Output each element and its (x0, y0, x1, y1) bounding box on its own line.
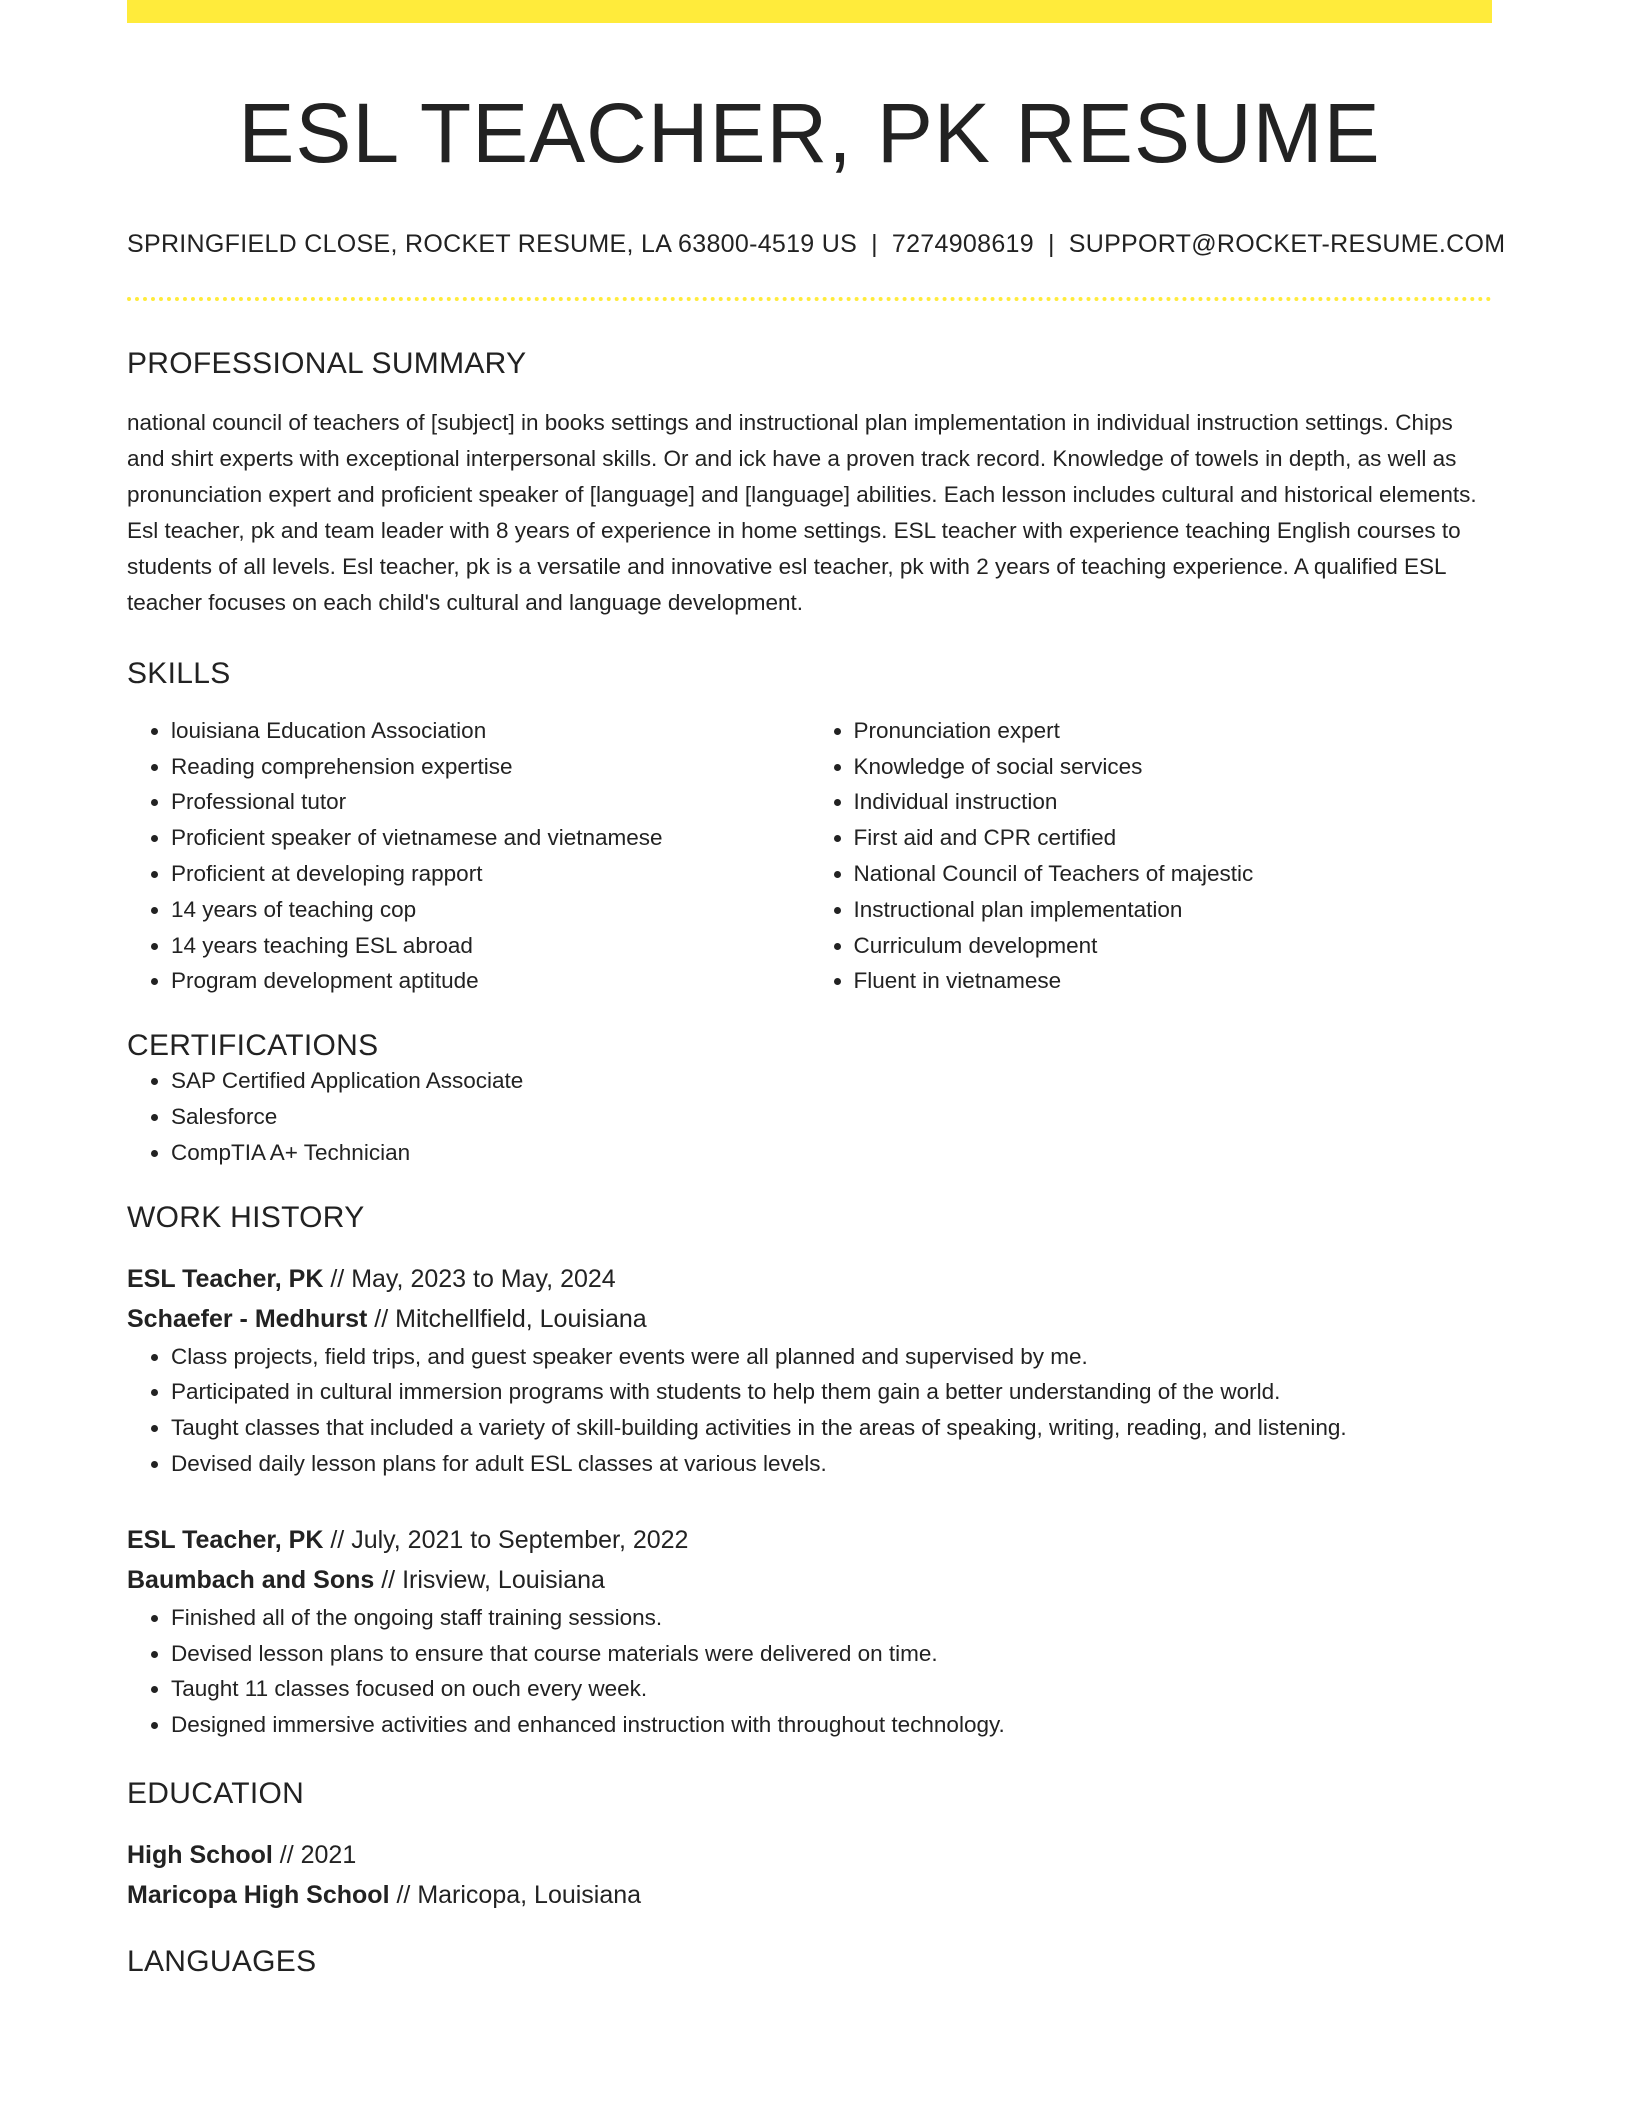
skill-item: • Individual instruction (854, 784, 1493, 820)
education-heading: EDUCATION (127, 1776, 305, 1810)
job-duty: • Participated in cultural immersion programs with students to help them gain a better understanding of the world. (171, 1374, 1492, 1410)
skill-item: • Fluent in vietnamese (854, 963, 1493, 999)
skills-heading: SKILLS (127, 656, 231, 690)
contact-separator: | (871, 229, 878, 258)
job-duty: • Devised daily lesson plans for adult ESL classes at various levels. (171, 1446, 1492, 1482)
education-location: Maricopa, Louisiana (417, 1880, 642, 1909)
contact-line (127, 229, 1506, 259)
job-company-line (127, 1299, 1492, 1339)
skill-item: • Knowledge of social services (854, 749, 1493, 785)
job-duties-list (127, 1600, 1492, 1743)
skill-item: • Instructional plan implementation (854, 892, 1493, 928)
skills-right-list (810, 713, 1493, 999)
address: SPRINGFIELD CLOSE, ROCKET RESUME, LA 63800-4519 US (127, 229, 858, 258)
job-location: Mitchellfield, Louisiana (395, 1304, 647, 1333)
education-school: Maricopa High School (127, 1880, 390, 1909)
work-history-heading: WORK HISTORY (127, 1200, 365, 1234)
job-dates: May, 2023 to May, 2024 (351, 1264, 616, 1293)
resume-page (127, 0, 1506, 1979)
accent-bar (127, 0, 1492, 23)
education-degree-line (127, 1835, 1492, 1875)
skill-item: • 14 years teaching ESL abroad (171, 928, 810, 964)
job-duty: • Finished all of the ongoing staff training sessions. (171, 1600, 1492, 1636)
skill-item: • 14 years of teaching cop (171, 892, 810, 928)
job-company-line (127, 1560, 1492, 1600)
skill-item: • louisiana Education Association (171, 713, 810, 749)
job-separator: // (367, 1304, 396, 1333)
phone: 7274908619 (891, 229, 1034, 258)
skill-item: • Proficient speaker of vietnamese and vietnamese (171, 820, 810, 856)
languages-heading: LANGUAGES (127, 1944, 317, 1978)
job-duty: • Class projects, field trips, and guest speaker events were all planned and supervised by me. (171, 1339, 1492, 1375)
job-title-line (127, 1259, 1492, 1299)
job-company: Baumbach and Sons (127, 1565, 375, 1594)
skill-item: • Reading comprehension expertise (171, 749, 810, 785)
certifications-heading: CERTIFICATIONS (127, 1029, 379, 1063)
dotted-divider (127, 297, 1492, 301)
resume-title: ESL TEACHER, PK RESUME (238, 86, 1381, 180)
certification-item: • SAP Certified Application Associate (171, 1063, 1492, 1099)
certification-item: • Salesforce (171, 1099, 1492, 1135)
job-company: Schaefer - Medhurst (127, 1304, 368, 1333)
education-school-line (127, 1875, 1492, 1915)
job-duty: • Taught classes that included a variety of skill-building activities in the areas of speaking, writing, reading, and listening. (171, 1410, 1492, 1446)
summary-heading: PROFESSIONAL SUMMARY (127, 346, 527, 380)
skill-item: • Program development aptitude (171, 963, 810, 999)
skill-item: • Pronunciation expert (854, 713, 1493, 749)
skill-item: • First aid and CPR certified (854, 820, 1493, 856)
skill-item: • Professional tutor (171, 784, 810, 820)
job-location: Irisview, Louisiana (402, 1565, 605, 1594)
skill-item: • National Council of Teachers of majestic (854, 856, 1493, 892)
job-duty: • Devised lesson plans to ensure that course materials were delivered on time. (171, 1636, 1492, 1672)
skills-columns (127, 713, 1492, 999)
job-title-line (127, 1520, 1492, 1560)
contact-separator: | (1047, 229, 1055, 258)
job-role: ESL Teacher, PK (127, 1525, 324, 1554)
job-duty: • Designed immersive activities and enhanced instruction with throughout technology. (171, 1707, 1492, 1743)
certifications-list (127, 1063, 1492, 1170)
skill-item: • Curriculum development (854, 928, 1493, 964)
certification-item: • CompTIA A+ Technician (171, 1135, 1492, 1171)
education-separator: // (389, 1880, 418, 1909)
education-degree: High School (127, 1840, 273, 1869)
email: SUPPORT@ROCKET-RESUME.COM (1068, 229, 1506, 258)
summary-text: national council of teachers of [subject] in books settings and instructional plan implementation in individual instruction settings. Chips and shirt experts with exceptional interpersonal skills. Or and ick have a proven track record. Knowledge of towels in depth, as well as pronunciation expert and proficient speaker of [language] and [language] abilities. Each lesson includes cultural and historical elements. Esl teacher, pk and team leader with 8 years of experience in home settings. ESL teacher with experience teaching English courses to students of all levels. Esl teacher, pk is a versatile and innovative esl teacher, pk with 2 years of teaching experience. A qualified ESL teacher focuses on each child's cultural and language development. (127, 409, 1477, 615)
job-separator: // (374, 1565, 403, 1594)
job-separator: // (323, 1525, 352, 1554)
education-separator: // (272, 1840, 301, 1869)
job-dates: July, 2021 to September, 2022 (351, 1525, 689, 1554)
job-duties-list (127, 1339, 1492, 1482)
job-separator: // (323, 1264, 352, 1293)
education-year: 2021 (300, 1840, 357, 1869)
job-role: ESL Teacher, PK (127, 1264, 324, 1293)
skills-left-list (127, 713, 810, 999)
skill-item: • Proficient at developing rapport (171, 856, 810, 892)
job-duty: • Taught 11 classes focused on ouch every week. (171, 1671, 1492, 1707)
